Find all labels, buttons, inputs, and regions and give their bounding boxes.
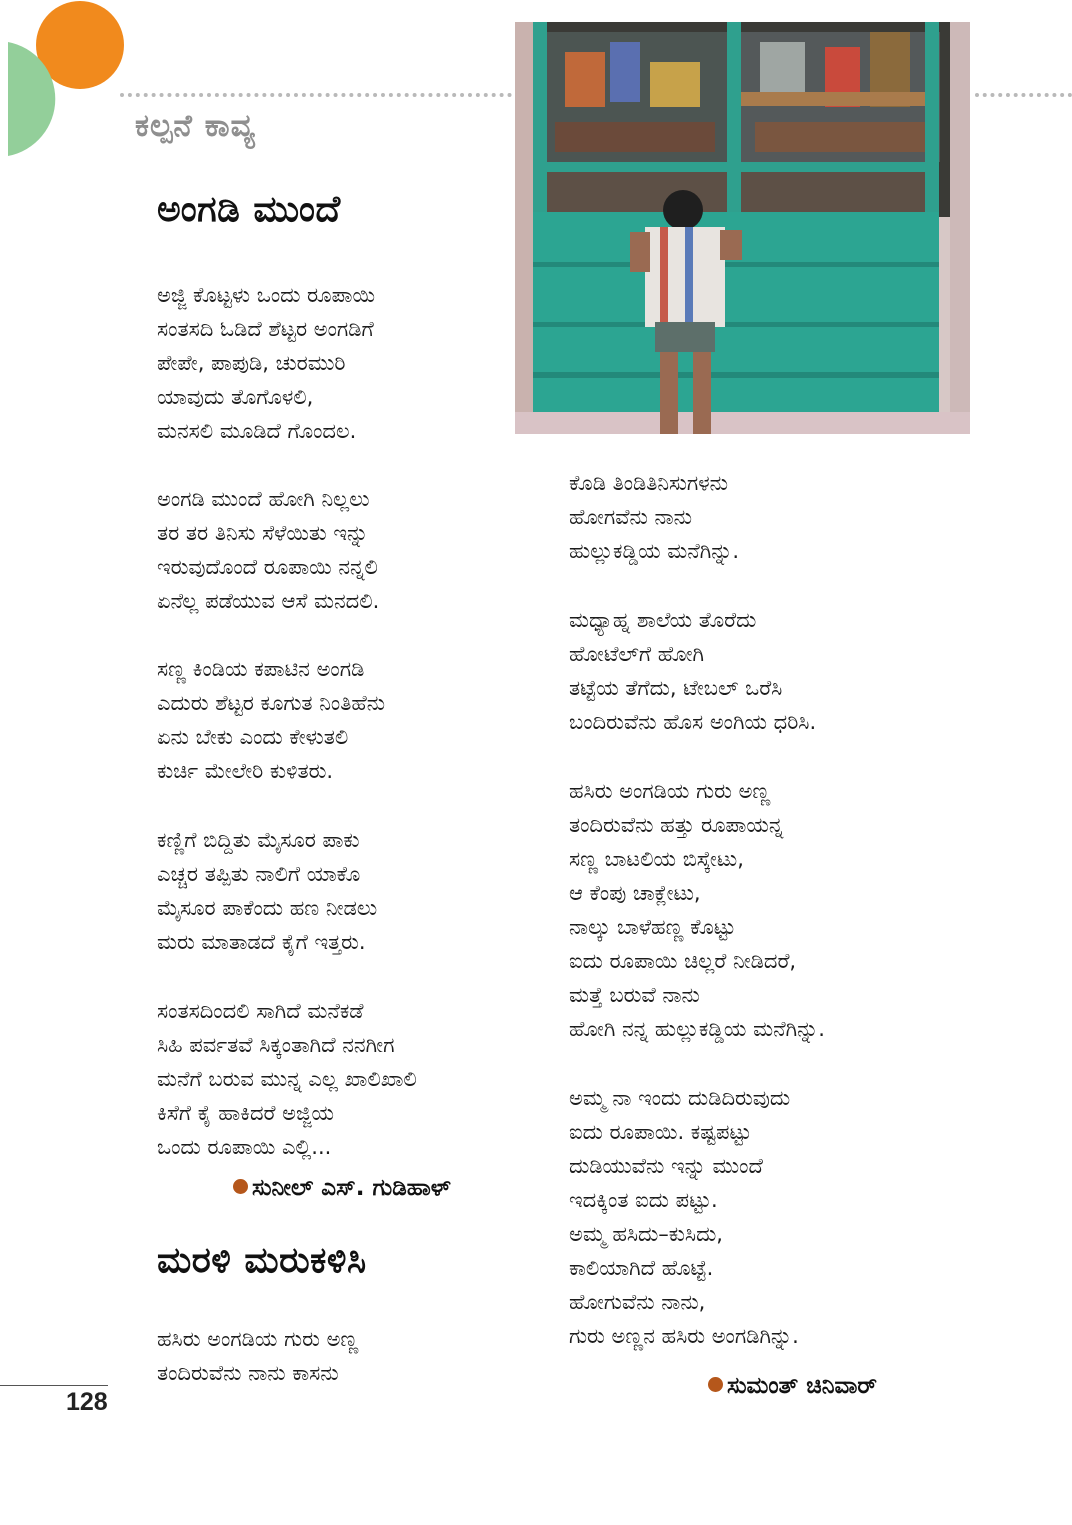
poem-line: ಸಿಹಿ ಪರ್ವತವೆ ಸಿಕ್ಕಂತಾಗಿದೆ ನನಗೀಗ bbox=[157, 1033, 395, 1057]
poem-line: ಇದಕ್ಕಿಂತ ಐದು ಪಟ್ಟು. bbox=[569, 1188, 718, 1212]
page-number-rule bbox=[0, 1385, 108, 1386]
poem-line: ಸಂತಸದಿ ಓಡಿದೆ ಶೆಟ್ಟರ ಅಂಗಡಿಗೆ bbox=[157, 317, 374, 341]
poem-line: ಹುಲ್ಲುಕಡ್ಡಿಯ ಮನೆಗಿನ್ನು. bbox=[569, 539, 740, 563]
poem-line: ಕಣ್ಣಿಗೆ ಬಿದ್ದಿತು ಮೈಸೂರ ಪಾಕು bbox=[157, 828, 360, 852]
poem-line: ದುಡಿಯುವೆನು ಇನ್ನು ಮುಂದೆ bbox=[569, 1154, 763, 1178]
poem1-stanza bbox=[157, 278, 557, 448]
poem1-title: ಅಂಗಡಿ ಮುಂದೆ bbox=[157, 189, 341, 230]
poem-line: ಇರುವುದೊಂದೆ ರೂಪಾಯಿ ನನ್ನಲಿ bbox=[157, 555, 378, 579]
poem-line: ನಾಲ್ಕು ಬಾಳೆಹಣ್ಣ ಕೊಟ್ಟು bbox=[569, 915, 736, 939]
poem-line: ಒಂದು ರೂಪಾಯಿ ಎಲ್ಲಿ... bbox=[157, 1135, 332, 1159]
poem-line: ಅಂಗಡಿ ಮುಂದೆ ಹೋಗಿ ನಿಲ್ಲಲು bbox=[157, 487, 370, 511]
bullet-dot-icon bbox=[233, 1179, 248, 1194]
poem-line: ಹೋಗಿ ನನ್ನ ಹುಲ್ಲುಕಡ್ಡಿಯ ಮನೆಗಿನ್ನು. bbox=[569, 1017, 825, 1041]
author-name: ಸುಮಂತ್ ಚಿನಿವಾರ್ bbox=[727, 1373, 877, 1399]
page-number: 128 bbox=[66, 1388, 108, 1416]
poem-line: ತಟ್ಟೆಯ ತೆಗೆದು, ಟೇಬಲ್ ಒರೆಸಿ bbox=[569, 676, 783, 700]
poem-line: ಮನಸಲಿ ಮೂಡಿದೆ ಗೊಂದಲ. bbox=[157, 419, 357, 443]
corner-decoration bbox=[0, 0, 130, 160]
poem-line: ಸಣ್ಣ ಕಿಂಡಿಯ ಕಪಾಟಿನ ಅಂಗಡಿ bbox=[157, 657, 365, 681]
bullet-dot-icon bbox=[708, 1377, 723, 1392]
poem1-stanza bbox=[157, 994, 557, 1164]
poem1-stanza bbox=[157, 482, 557, 618]
poem-line: ಹೋಗುವೆನು ನಾನು, bbox=[569, 1290, 706, 1314]
poem-line: ತಂದಿರುವೆನು ನಾನು ಕಾಸನು bbox=[157, 1361, 339, 1385]
poem-line: ತರ ತರ ತಿನಿಸು ಸೆಳೆಯಿತು ಇನ್ನು bbox=[157, 521, 369, 545]
poem-line: ಐದು ರೂಪಾಯಿ ಚಿಲ್ಲರೆ ನೀಡಿದರೆ, bbox=[569, 949, 797, 973]
poem-line: ಕೊಡಿ ತಿಂಡಿತಿನಿಸುಗಳನು bbox=[569, 471, 729, 495]
poem-line: ಅಜ್ಜಿ ಕೊಟ್ಟಳು ಒಂದು ರೂಪಾಯಿ bbox=[157, 283, 375, 307]
poem-line: ಕಾಲಿಯಾಗಿದೆ ಹೊಟ್ಟೆ. bbox=[569, 1256, 714, 1280]
poem-line: ಎಚ್ಚರ ತಪ್ಪಿತು ನಾಲಿಗೆ ಯಾಕೊ bbox=[157, 862, 361, 886]
poem2-stanza bbox=[569, 1081, 969, 1353]
poem-line: ಹೋಟೆಲ್‌ಗೆ ಹೋಗಿ bbox=[569, 642, 705, 666]
poem-line: ಮೈಸೂರ ಪಾಕೆಂದು ಹಣ ನೀಡಲು bbox=[157, 896, 378, 920]
poem2-stanza bbox=[569, 774, 969, 1046]
poem-line: ಅಮ್ಮ ನಾ ಇಂದು ದುಡಿದಿರುವುದು bbox=[569, 1086, 791, 1110]
poem-line: ಯಾವುದು ತೊಗೊಳಲಿ, bbox=[157, 385, 314, 409]
poem-line: ಹೋಗವೆನು ನಾನು bbox=[569, 505, 692, 529]
poem1-author bbox=[233, 1175, 451, 1201]
poem-line: ಆ ಕೆಂಪು ಚಾಕ್ಲೇಟು, bbox=[569, 881, 701, 905]
poem-line: ಬಂದಿರುವೆನು ಹೊಸ ಅಂಗಿಯ ಧರಿಸಿ. bbox=[569, 710, 817, 734]
poem-line: ಹಸಿರು ಅಂಗಡಿಯ ಗುರು ಅಣ್ಣ bbox=[157, 1327, 359, 1351]
poem-line: ಕಿಸೆಗೆ ಕೈ ಹಾಕಿದರೆ ಅಜ್ಜಿಯ bbox=[157, 1101, 335, 1125]
poem2-stanza bbox=[157, 1322, 557, 1390]
poem-line: ಗುರು ಅಣ್ಣನ ಹಸಿರು ಅಂಗಡಿಗಿನ್ನು. bbox=[569, 1324, 799, 1348]
poem-line: ಸಂತಸದಿಂದಲಿ ಸಾಗಿದೆ ಮನೆಕಡೆ bbox=[157, 999, 364, 1023]
poem2-stanza bbox=[569, 466, 969, 568]
poem-line: ಕುರ್ಚಿ ಮೇಲೇರಿ ಕುಳಿತರು. bbox=[157, 759, 334, 783]
dotted-rule-left bbox=[120, 93, 512, 97]
poem-line: ಪೇಪೇ, ಪಾಪುಡಿ, ಚುರಮುರಿ bbox=[157, 351, 346, 375]
poem-line: ಮತ್ತೆ ಬರುವೆ ನಾನು bbox=[569, 983, 700, 1007]
poem-line: ಅಮ್ಮ ಹಸಿದು–ಕುಸಿದು, bbox=[569, 1222, 723, 1246]
poem1-stanza bbox=[157, 823, 557, 959]
poem2-title: ಮರಳಿ ಮರುಕಳಿಸಿ bbox=[157, 1240, 367, 1281]
poem-line: ಮಧ್ಯಾಹ್ನ ಶಾಲೆಯ ತೊರೆದು bbox=[569, 608, 757, 632]
poem-line: ಏನು ಬೇಕು ಎಂದು ಕೇಳುತಲಿ bbox=[157, 725, 349, 749]
poem-line: ಎದುರು ಶೆಟ್ಟರ ಕೂಗುತ ನಿಂತಿಹೆನು bbox=[157, 691, 386, 715]
poem-line: ಸಣ್ಣ ಬಾಟಲಿಯ ಬಿಸ್ಕೇಟು, bbox=[569, 847, 744, 871]
poem-line: ಮರು ಮಾತಾಡದೆ ಕೈಗೆ ಇತ್ತರು. bbox=[157, 930, 366, 954]
section-label: ಕಲ್ಪನೆ ಕಾವ್ಯ bbox=[135, 108, 256, 144]
author-name: ಸುನೀಲ್ ಎಸ್. ಗುಡಿಹಾಳ್ bbox=[252, 1175, 451, 1201]
poem-line: ಹಸಿರು ಅಂಗಡಿಯ ಗುರು ಅಣ್ಣ bbox=[569, 779, 771, 803]
dotted-rule-right bbox=[975, 93, 1072, 97]
poem2-author bbox=[708, 1373, 877, 1399]
poem-line: ಐದು ರೂಪಾಯಿ. ಕಷ್ಟಪಟ್ಟು bbox=[569, 1120, 752, 1144]
poem-line: ಮನೆಗೆ ಬರುವ ಮುನ್ನ ಎಲ್ಲ ಖಾಲಿಖಾಲಿ bbox=[157, 1067, 417, 1091]
poem-line: ಏನೆಲ್ಲ ಪಡೆಯುವ ಆಸೆ ಮನದಲಿ. bbox=[157, 589, 380, 613]
poem2-stanza bbox=[569, 603, 969, 739]
poem-line: ತಂದಿರುವೆನು ಹತ್ತು ರೂಪಾಯನ್ನ bbox=[569, 813, 784, 837]
shop-photo bbox=[515, 22, 970, 434]
poem1-stanza bbox=[157, 652, 557, 788]
